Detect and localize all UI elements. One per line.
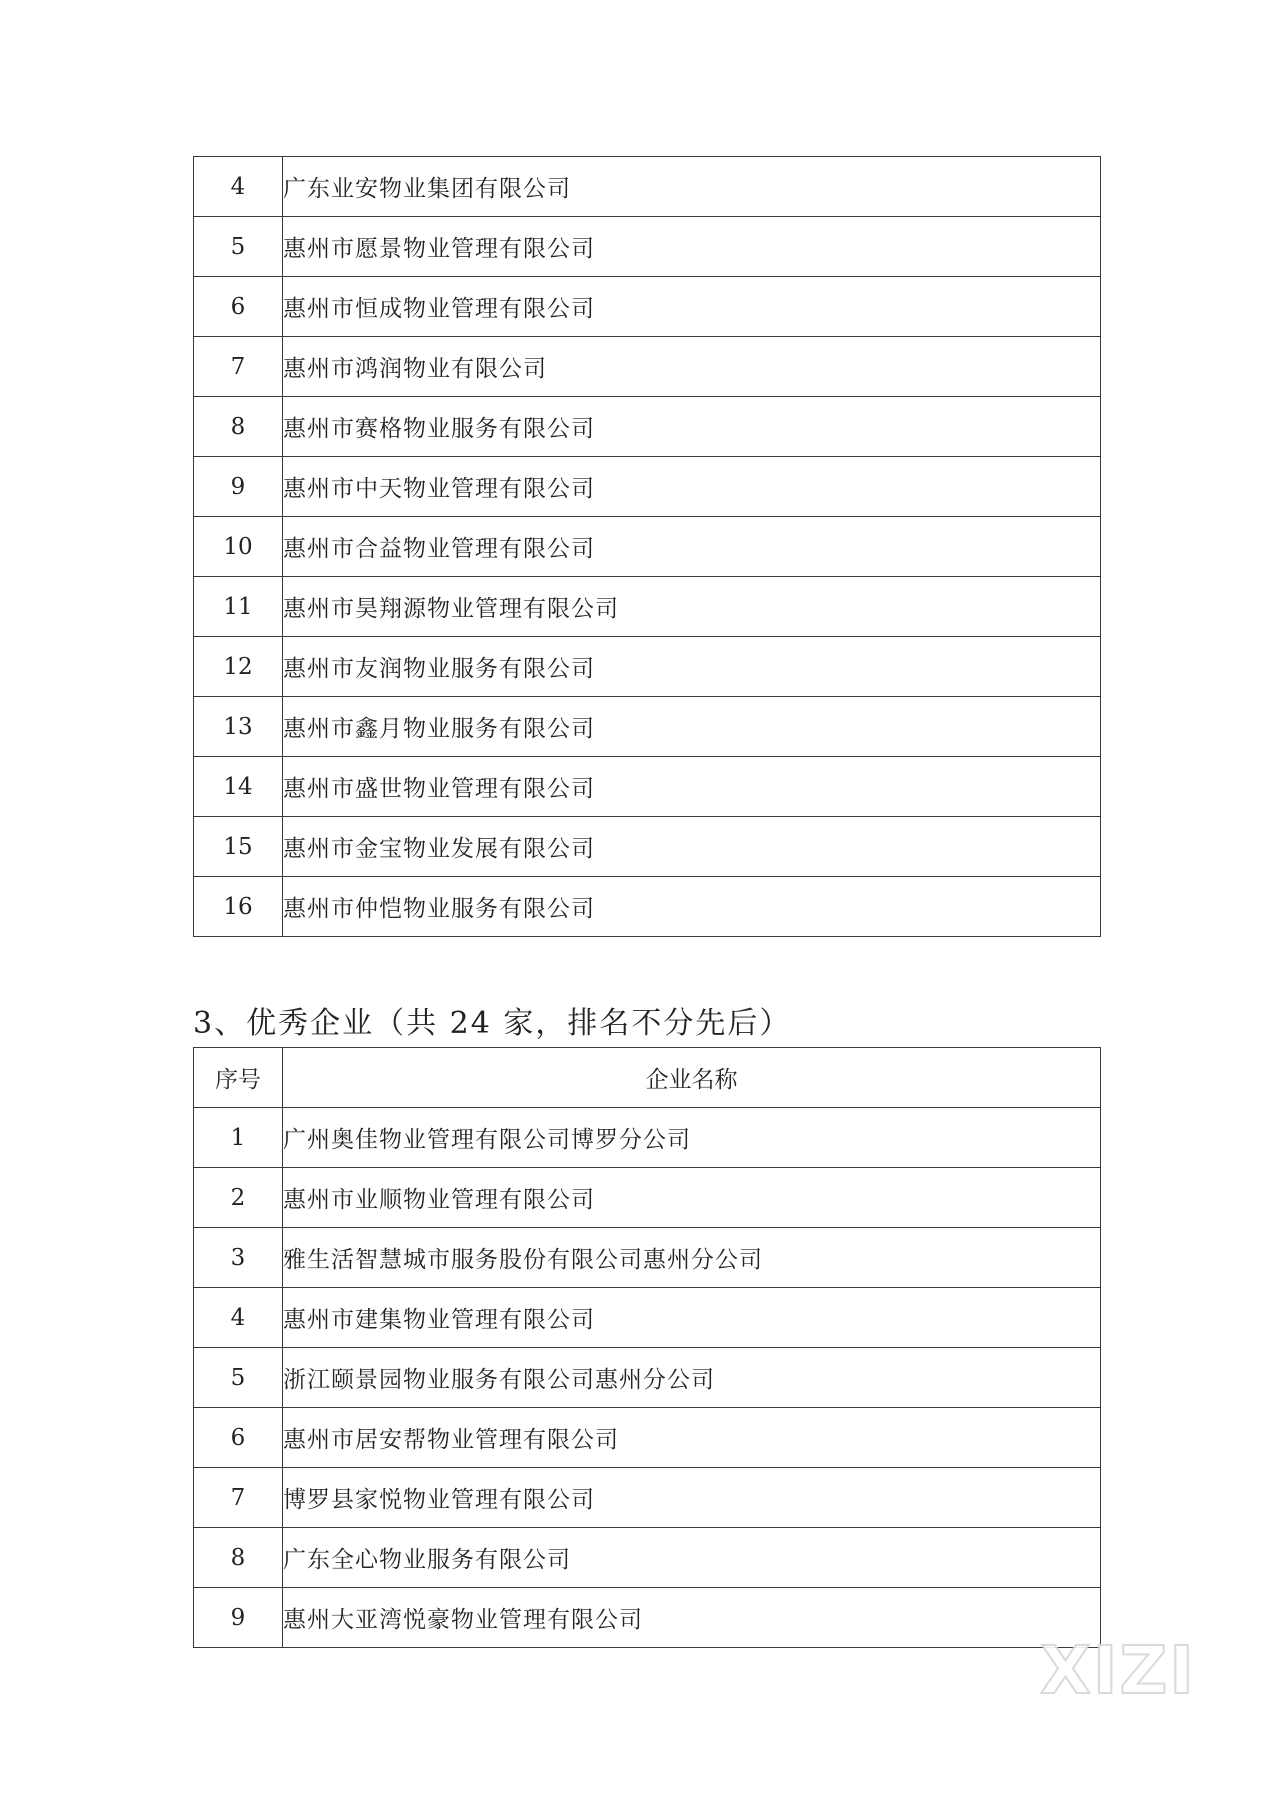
row-number: 9: [194, 1588, 283, 1648]
excellent-company-table: [193, 1047, 1101, 1648]
company-name: 惠州市建集物业管理有限公司: [283, 1288, 1101, 1348]
row-number: 15: [194, 817, 283, 877]
table-row: [194, 637, 1101, 697]
table-row: [194, 1588, 1101, 1648]
company-name: 广东全心物业服务有限公司: [283, 1528, 1101, 1588]
row-number: 5: [194, 217, 283, 277]
row-number: 6: [194, 277, 283, 337]
company-name: 惠州市盛世物业管理有限公司: [283, 757, 1101, 817]
company-name: 雅生活智慧城市服务股份有限公司惠州分公司: [283, 1228, 1101, 1288]
table-row: [194, 157, 1101, 217]
row-number: 11: [194, 577, 283, 637]
row-number: 9: [194, 457, 283, 517]
table-row: [194, 337, 1101, 397]
section-heading: 3、优秀企业（共 24 家，排名不分先后）: [193, 1006, 792, 1041]
table-header: [194, 1048, 1101, 1108]
company-name: 惠州大亚湾悦豪物业管理有限公司: [283, 1588, 1101, 1648]
row-number: 7: [194, 337, 283, 397]
company-name: 惠州市鸿润物业有限公司: [283, 337, 1101, 397]
row-number: 6: [194, 1408, 283, 1468]
company-name: 惠州市赛格物业服务有限公司: [283, 397, 1101, 457]
table-row: [194, 1108, 1101, 1168]
row-number: 7: [194, 1468, 283, 1528]
company-name: 惠州市合益物业管理有限公司: [283, 517, 1101, 577]
company-name: 惠州市昊翔源物业管理有限公司: [283, 577, 1101, 637]
bottom-table-body: [194, 1108, 1101, 1648]
table-row: [194, 217, 1101, 277]
company-name: 惠州市仲恺物业服务有限公司: [283, 877, 1101, 937]
table-row: [194, 1348, 1101, 1408]
xizi-watermark-logo: XIZI: [1040, 1632, 1196, 1709]
table-row: [194, 1528, 1101, 1588]
company-name: 惠州市愿景物业管理有限公司: [283, 217, 1101, 277]
company-name: 惠州市居安帮物业管理有限公司: [283, 1408, 1101, 1468]
row-number: 3: [194, 1228, 283, 1288]
company-name: 博罗县家悦物业管理有限公司: [283, 1468, 1101, 1528]
row-number: 5: [194, 1348, 283, 1408]
table-row: [194, 277, 1101, 337]
company-name: 广东业安物业集团有限公司: [283, 157, 1101, 217]
table-row: [194, 817, 1101, 877]
top-table-body: [194, 157, 1101, 937]
company-name: 惠州市业顺物业管理有限公司: [283, 1168, 1101, 1228]
row-number: 4: [194, 1288, 283, 1348]
row-number: 12: [194, 637, 283, 697]
company-name: 惠州市金宝物业发展有限公司: [283, 817, 1101, 877]
table-row: [194, 1288, 1101, 1348]
column-header-company-name: 企业名称: [283, 1048, 1101, 1108]
row-number: 13: [194, 697, 283, 757]
column-header-number: 序号: [194, 1048, 283, 1108]
table-row: [194, 577, 1101, 637]
company-name: 惠州市友润物业服务有限公司: [283, 637, 1101, 697]
row-number: 8: [194, 1528, 283, 1588]
company-name: 惠州市恒成物业管理有限公司: [283, 277, 1101, 337]
row-number: 10: [194, 517, 283, 577]
row-number: 1: [194, 1108, 283, 1168]
table-row: [194, 877, 1101, 937]
row-number: 8: [194, 397, 283, 457]
row-number: 14: [194, 757, 283, 817]
company-name: 惠州市中天物业管理有限公司: [283, 457, 1101, 517]
table-row: [194, 457, 1101, 517]
table-row: [194, 1408, 1101, 1468]
top-company-table: [193, 156, 1101, 937]
table-row: [194, 517, 1101, 577]
table-row: [194, 697, 1101, 757]
table-row: [194, 757, 1101, 817]
row-number: 2: [194, 1168, 283, 1228]
table-row: [194, 1168, 1101, 1228]
company-name: 惠州市鑫月物业服务有限公司: [283, 697, 1101, 757]
table-row: [194, 1468, 1101, 1528]
row-number: 4: [194, 157, 283, 217]
company-name: 浙江颐景园物业服务有限公司惠州分公司: [283, 1348, 1101, 1408]
company-name: 广州奥佳物业管理有限公司博罗分公司: [283, 1108, 1101, 1168]
table-row: [194, 1228, 1101, 1288]
row-number: 16: [194, 877, 283, 937]
table-row: [194, 397, 1101, 457]
table-header-row: [194, 1048, 1101, 1108]
